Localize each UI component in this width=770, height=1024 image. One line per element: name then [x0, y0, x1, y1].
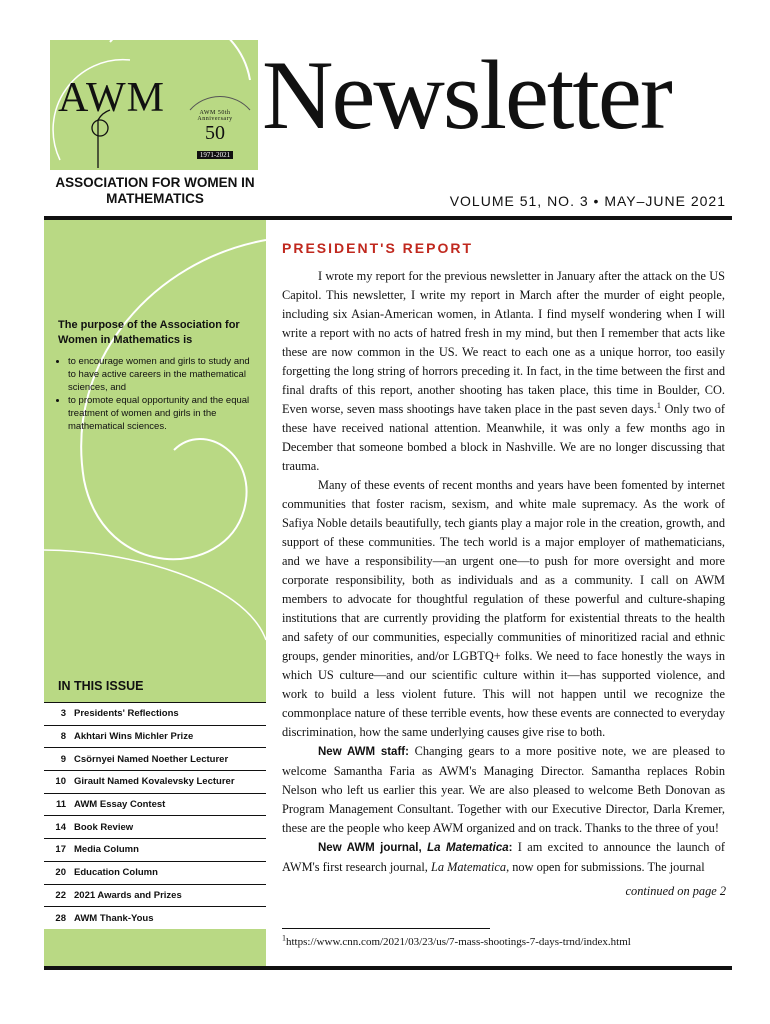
paragraph: New AWM journal, La Matematica: I am excited to announce the launch of AWM's first research journal, La Matematica, now open for submissions. The journal [282, 840, 725, 874]
purpose-statement [58, 318, 258, 433]
issue-page: 8 [60, 731, 66, 743]
footnote-rule [282, 928, 490, 929]
organization-name: ASSOCIATION FOR WOMEN IN MATHEMATICS [55, 175, 255, 206]
issue-title: Girault Named Kovalevsky Lecturer [74, 776, 235, 788]
paragraph: New AWM staff: Changing gears to a more positive note, we are pleased to welcome Samantha Faria as AWM's Managing Director. Samantha replaces Robin Nelson who left us earlier this year. We are also pleased to welcome Beth Donovan as Program Management Consultant. Together with our Executive Director, Darla Kremer, these are the people who keep AWM organized and on track. Thanks to the three of you! [282, 744, 725, 835]
issue-page: 3 [60, 708, 66, 720]
journal-name: La Matematica [430, 860, 507, 874]
issue-item[interactable] [44, 906, 266, 929]
footnote [282, 933, 631, 948]
purpose-title: The purpose of the Association for Women in Mathematics is [58, 319, 240, 346]
sidebar [44, 220, 266, 966]
issue-item[interactable] [44, 884, 266, 907]
issue-page: 10 [55, 776, 66, 788]
purpose-item: • to encourage women and girls to study and to have active careers in the mathematical sciences, and [68, 355, 258, 394]
anniversary-seal [184, 110, 246, 158]
paragraph-lead: New AWM staff: [318, 746, 409, 758]
paragraph: I wrote my report for the previous newsletter in January after the attack on the US Capitol. This newsletter, I write my report in March after the murder of eight people, including six Asian-American women, in Atlanta. I find myself wondering when I will write a report with no acts of hatred fresh in my mind, but then I remember that acts like these are now common in the US. We react to each one as a unique horror, too easily forgetting the long string of horrors preceding it. In fact, in the time between the first and final drafts of this report, another shooting has taken place, this time in Boulder, CO. Even worse, seven mass shootings have taken place in the past seven days.$^1$ Only two of these have received national attention. Meanwhile, it was only a few months ago in December that someone bombed a block in Nashville. We are no longer discussing that trauma. [282, 269, 725, 473]
in-this-issue-list [44, 702, 266, 929]
issue-page: 20 [55, 867, 66, 879]
bottom-rule [44, 966, 732, 970]
purpose-item: • to promote equal opportunity and the equal treatment of women and girls in the mathematical sciences. [68, 394, 258, 433]
issue-title: Csörnyei Named Noether Lecturer [74, 753, 229, 765]
issue-title: AWM Essay Contest [74, 799, 166, 811]
issue-page: 17 [55, 844, 66, 856]
paragraph-lead: New AWM journal, [318, 842, 428, 854]
issue-item[interactable] [44, 725, 266, 748]
issue-page: 28 [55, 912, 66, 924]
newsletter-title: Newsletter [262, 41, 671, 150]
volume-info: VOLUME 51, NO. 3 • MAY–JUNE 2021 [449, 193, 726, 209]
issue-item[interactable] [44, 702, 266, 725]
purpose-list [58, 355, 258, 433]
issue-title: Education Column [74, 867, 158, 879]
continued-link[interactable]: continued on page 2 [625, 884, 726, 898]
issue-title: 2021 Awards and Prizes [74, 889, 182, 901]
anniversary-years: 1971-2021 [197, 151, 233, 159]
issue-item[interactable] [44, 861, 266, 884]
issue-title: AWM Thank-Yous [74, 912, 154, 924]
issue-item[interactable] [44, 815, 266, 838]
anniversary-arc-text: AWM 50th Anniversary [197, 110, 233, 122]
issue-page: 14 [55, 821, 66, 833]
issue-item[interactable] [44, 747, 266, 770]
presidents-report-body [282, 267, 725, 877]
anniversary-number: 50 [205, 122, 225, 144]
issue-title: Presidents' Reflections [74, 708, 179, 720]
logo-wordmark: AWM [58, 75, 165, 121]
journal-name: La Matematica [427, 842, 509, 854]
issue-page: 22 [55, 889, 66, 901]
issue-title: Akhtari Wins Michler Prize [74, 731, 194, 743]
issue-page: 9 [60, 753, 66, 765]
footnote-number: 1 [282, 933, 286, 943]
issue-item[interactable] [44, 793, 266, 816]
in-this-issue-title: IN THIS ISSUE [58, 679, 144, 693]
section-title: PRESIDENT'S REPORT [282, 240, 474, 256]
issue-page: 11 [55, 799, 66, 811]
issue-item[interactable] [44, 770, 266, 793]
issue-item[interactable] [44, 838, 266, 861]
footnote-url[interactable]: https://www.cnn.com/2021/03/23/us/7-mass-shootings-7-days-trnd/index.html [286, 936, 631, 948]
issue-title: Book Review [74, 821, 134, 833]
footnote-marker[interactable]: 1 [656, 400, 661, 410]
awm-logo [50, 40, 258, 170]
paragraph: Many of these events of recent months and years have been fomented by internet communities that foster racism, sexism, and white male supremacy. As the work of Safiya Noble details beautifully, tech giants play a major role in the creation, growth, and support of these communities. The tech world is a major employer of mathematicians, and we have a responsibility—an urgent one—to push for more oversight and more corporate responsibility, both as individuals and as a community. I call on AWM members to advocate for thoughtful regulation of these powerful and culture-shaping institutions that are currently providing the platform for existential threats to the health and safety of our communities, especially communities of minoritized racial and ethnic groups, gender minorities, and/or LGBTQ+ folks. We need to face honestly the ways in which US culture—and our scientific culture within it—has supported violence, and work to build a less violent future. This will not happen until we recognize the commonplace nature of these terrible events, how these events are connected to everyday discrimination, how the same underlying causes give rise to both. [282, 478, 725, 739]
issue-title: Media Column [74, 844, 139, 856]
